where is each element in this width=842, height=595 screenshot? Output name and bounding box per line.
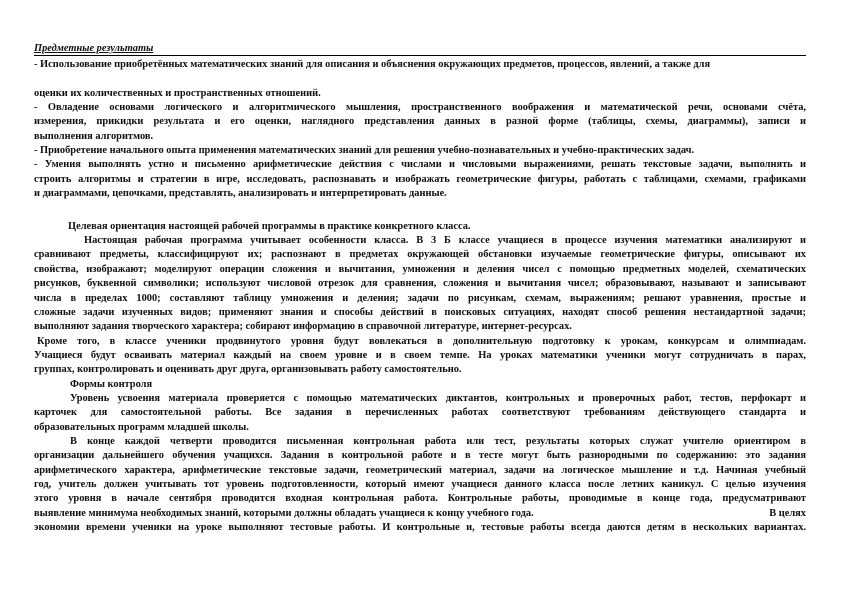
section-heading: Целевая ориентация настоящей рабочей программы в практике конкретного класса.	[68, 220, 471, 232]
text-line	[34, 507, 806, 521]
blank-line	[34, 72, 806, 86]
text-line: измерения, прикидки результата и его оценки, наглядного представления данных в разной форме (таблицы, схемы, диаграммы), записи и	[34, 116, 806, 128]
text-line: - Использование приобретённых математических знаний для описания и объяснения окружающих предметов, процессов, явлений, а также для	[34, 59, 711, 70]
text-line-start: выявление минимума необходимых знаний, которыми должны обладать учащиеся к концу учебного года.	[34, 507, 534, 519]
text-line: - Овладение основами логического и алгоритмического мышления, пространственного воображения и математической речи, основами счёта,	[34, 102, 806, 114]
blank-line	[34, 201, 806, 215]
text-line: выполняют задания творческого характера; собирают информацию в справочной литературе, интернет-ресурсах.	[34, 321, 572, 333]
text-line: строить алгоритмы и стратегии в игре, исследовать, распознавать и изображать геометрические фигуры, работать с таблицами, схемами, графиками	[34, 173, 806, 185]
text-line: образовательных программ младшей школы.	[34, 421, 249, 433]
text-line: Настоящая рабочая программа учитывает особенности класса. В 3 Б классе учащиеся в процессе изучения математики анализируют и	[84, 235, 806, 247]
text-line: Кроме того, в классе ученики продвинутого уровня будут вовлекаться в дополнительную подготовку к урокам, конкурсам и олимпиадам.	[37, 335, 806, 347]
text-line: арифметического характера, арифметические текстовые задачи, геометрический материал, задачи на логическое мышление и т.д. Начиная учебный	[34, 464, 806, 476]
text-line: выполнения алгоритмов.	[34, 130, 154, 142]
text-line: свойства, изображают; моделируют операции сложения и вычитания, умножения и деления чисел с помощью предметных моделей, схематических	[34, 263, 806, 275]
text-line: - Приобретение начального опыта применения математических знаний для решения учебно-познавательных и учебно-практических задач.	[34, 145, 695, 157]
document-body	[34, 58, 806, 535]
document-page	[34, 43, 806, 535]
text-line: - Умения выполнять устно и письменно арифметические действия с числами и числовыми выражениями, решать текстовые задачи, выполнять и	[34, 159, 806, 171]
text-line: сравнивают предметы, классифицируют их; распознают в предметах окружающей обстановки изучаемые геометрические фигуры, описывают их	[34, 249, 806, 261]
text-line: карточек для самостоятельной работы. Все задания в перечисленных работах соответствуют требованиям действующего стандарта и	[34, 407, 806, 419]
text-line: рисунков, буквенной символики; используют числовой отрезок для сравнения, сложения и вычитания чисел; образовывают, называют и записывают	[34, 278, 806, 290]
text-line-end: В целях	[769, 507, 806, 519]
text-line: этого уровня в начале сентября проводится входная контрольная работа. Контрольные работы, проводимые в конце года, предусматривают	[34, 493, 806, 505]
text-line: организации дальнейшего обучения учащихся. Задания в контрольной работе и в тесте могут быть разнородными по содержанию: это задания	[34, 450, 806, 462]
paragraph	[34, 87, 806, 202]
text-line: числа в пределах 1000; составляют таблицу умножения и деления; задачи по рисункам, схемам, выражениям; решают уравнения, простые и	[34, 292, 806, 304]
section-title-row	[34, 43, 806, 56]
text-line: экономии времени ученики на уроке выполняют тестовые работы. И контрольные и, тестовые работы всегда даются детям в нескольких вариантах.	[34, 522, 806, 533]
text-line: В конце каждой четверти проводится письменная контрольная работа или тест, результаты которых служат учителю ориентиром в	[70, 435, 806, 447]
paragraph	[34, 234, 806, 377]
paragraph	[34, 58, 806, 72]
text-line: оценки их количественных и пространственных отношений.	[34, 87, 321, 99]
text-line: сложные задачи изученных видов; применяют знания и способы действий в поисковых ситуациях, находят способ решения нестандартной задачи;	[34, 306, 806, 318]
section-title: Предметные результаты	[34, 43, 154, 54]
paragraph	[34, 392, 806, 535]
text-line: Уровень усвоения материала проверяется с помощью математических диктантов, контрольных и проверочных работ, тестов, перфокарт и	[70, 392, 806, 404]
section-heading: Формы контроля	[70, 378, 153, 390]
text-line: год, учитель должен учитывать тот уровень подготовленности, который имеют учащиеся данного класса после летних каникул. С целью изучения	[34, 478, 806, 490]
text-line: группах, контролировать и оценивать друг друга, организовывать работу самостоятельно.	[34, 364, 462, 376]
text-line: и диаграммами, цепочками, представлять, анализировать и интерпретировать данные.	[34, 188, 447, 200]
text-line: Учащиеся будут осваивать материал каждый на своем уровне и в своем темпе. На уроках математики ученики могут сотрудничать в парах,	[34, 349, 806, 361]
